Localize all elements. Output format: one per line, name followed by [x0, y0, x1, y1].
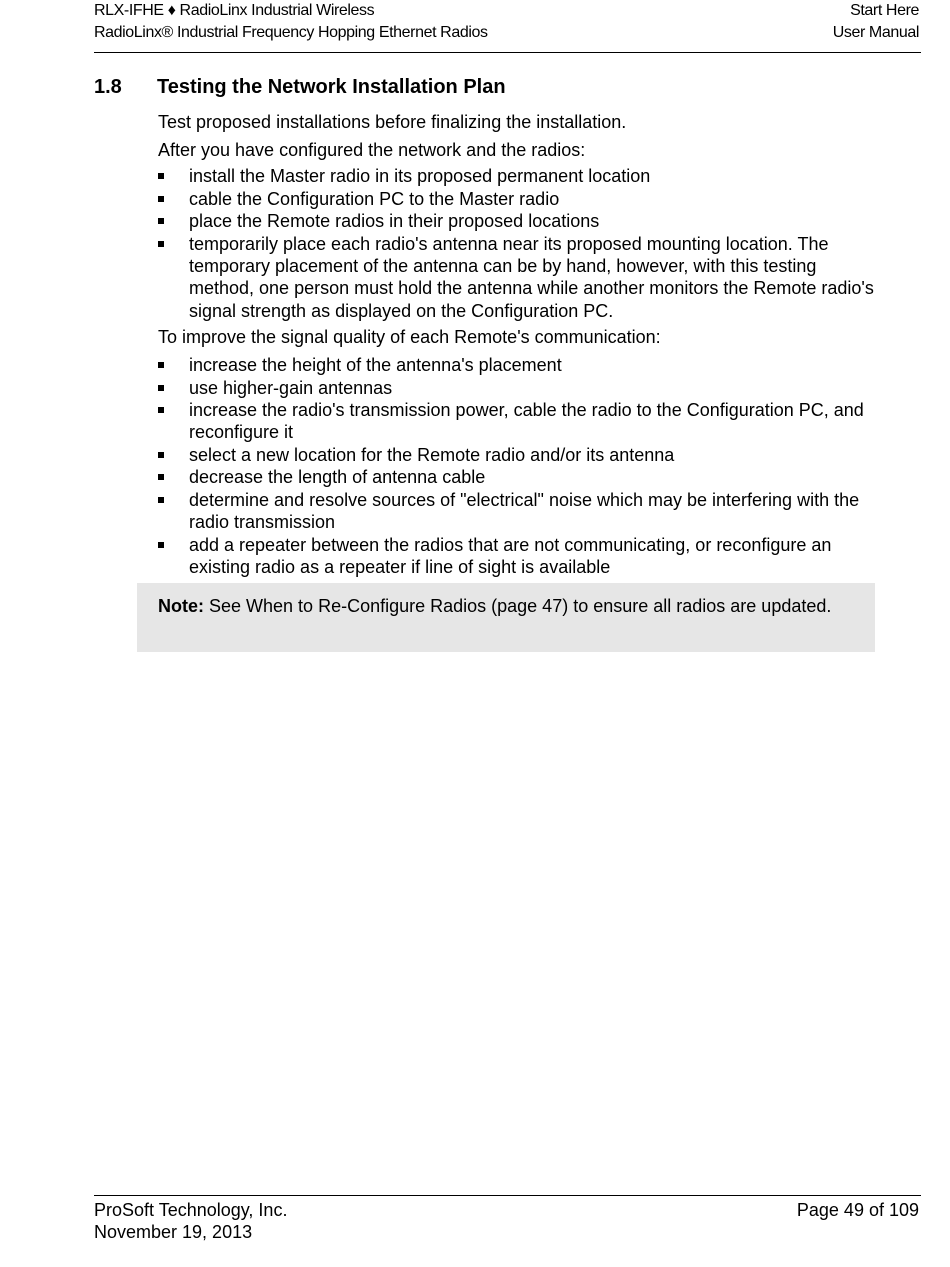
bullet-icon — [158, 407, 164, 413]
section-heading — [94, 76, 506, 99]
setup-paragraph: After you have configured the network and the radios: — [158, 140, 586, 160]
note-box — [137, 583, 875, 652]
footer-company: ProSoft Technology, Inc. — [94, 1200, 288, 1220]
setup-steps-list — [158, 165, 878, 322]
header-doc-type: User Manual — [832, 24, 919, 41]
section-body — [158, 111, 878, 578]
footer-page-number: Page 49 of 109 — [796, 1200, 919, 1220]
bullet-icon — [158, 497, 164, 503]
footer-left — [94, 1199, 287, 1244]
list-item: add a repeater between the radios that are not communicating, or reconfigure an existing radio as a repeater if line of sight is available — [158, 534, 878, 579]
page-footer — [94, 1195, 921, 1243]
list-item: place the Remote radios in their proposed locations — [158, 210, 878, 232]
section-title: Testing the Network Installation Plan — [157, 76, 506, 98]
improve-signal-paragraph: To improve the signal quality of each Remote's communication: — [158, 327, 661, 348]
bullet-icon — [158, 362, 164, 368]
header-right — [833, 0, 919, 44]
intro-paragraph: Test proposed installations before finalizing the installation. — [158, 112, 627, 132]
bullet-icon — [158, 385, 164, 391]
header-doc-section: Start Here — [850, 2, 919, 19]
note-label: Note: — [158, 596, 204, 616]
list-item: use higher-gain antennas — [158, 377, 878, 399]
bullet-icon — [158, 196, 164, 202]
list-item: increase the height of the antenna's placement — [158, 354, 878, 376]
list-item: decrease the length of antenna cable — [158, 466, 878, 488]
list-item: cable the Configuration PC to the Master radio — [158, 188, 878, 210]
note-text: See When to Re-Configure Radios (page 47) to ensure all radios are updated. — [204, 596, 832, 616]
header-left — [94, 0, 488, 44]
list-item: select a new location for the Remote radio and/or its antenna — [158, 444, 878, 466]
bullet-icon — [158, 218, 164, 224]
bullet-icon — [158, 452, 164, 458]
list-item: install the Master radio in its proposed permanent location — [158, 165, 878, 187]
bullet-icon — [158, 474, 164, 480]
list-item: determine and resolve sources of "electrical" noise which may be interfering with the radio transmission — [158, 489, 878, 534]
header-product-name: RadioLinx® Industrial Frequency Hopping Ethernet Radios — [94, 24, 488, 41]
improve-signal-list — [158, 354, 878, 578]
bullet-icon — [158, 241, 164, 247]
header-product-line: RLX-IFHE ♦ RadioLinx Industrial Wireless — [94, 2, 375, 19]
bullet-icon — [158, 173, 164, 179]
page-header — [94, 0, 921, 53]
list-item: increase the radio's transmission power, cable the radio to the Configuration PC, and reconfigure it — [158, 399, 878, 444]
list-item: temporarily place each radio's antenna near its proposed mounting location. The temporary placement of the antenna can be by hand, however, with this testing method, one person must hold the antenna while another monitors the Remote radio's signal strength as displayed on the Configuration PC. — [158, 233, 878, 323]
section-number: 1.8 — [94, 76, 122, 98]
footer-date: November 19, 2013 — [94, 1222, 253, 1243]
bullet-icon — [158, 542, 164, 548]
